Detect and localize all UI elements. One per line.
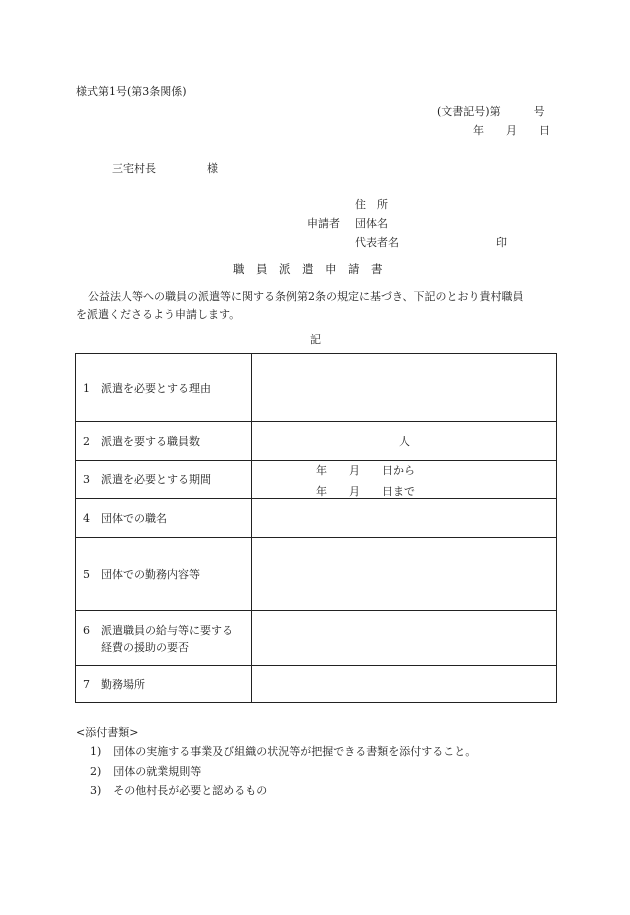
period-to: 年 月 日まで: [316, 485, 415, 498]
row-label: [83, 471, 211, 488]
row-number: 7: [83, 678, 90, 691]
addressee-honorific: 様: [207, 162, 218, 175]
row-number: 2: [83, 435, 90, 448]
row-label: [83, 566, 200, 583]
applicant-label: 申請者: [307, 217, 340, 230]
row-number: 4: [83, 512, 90, 525]
addressee-mayor: 三宅村長: [112, 162, 156, 175]
address-label: 住 所: [355, 198, 388, 211]
row-label: [83, 380, 211, 397]
row-label: [83, 433, 200, 450]
org-name-label: 団体名: [355, 217, 388, 230]
table-row: [76, 665, 556, 703]
form-number: 様式第1号(第3条関係): [76, 85, 187, 98]
body-line-1: 公益法人等への職員の派遣等に関する条例第2条の規定に基づき、下記のとおり貴村職員: [88, 290, 524, 303]
body-line-2: を派遣くださるよう申請します。: [76, 308, 241, 321]
row-number: 3: [83, 473, 90, 486]
period-from: 年 月 日から: [316, 464, 415, 477]
attachments-heading: <添付書類>: [76, 726, 139, 739]
row-label-text: 派遣を要する職員数: [101, 435, 200, 448]
row-label-text: 団体での職名: [101, 512, 167, 525]
row-label-text-line2: 経費の援助の要否: [101, 641, 189, 655]
row-label-text: 団体での勤務内容等: [101, 568, 200, 581]
row-number: 1: [83, 382, 90, 395]
date-line: 年 月 日: [473, 124, 550, 137]
row-number: 5: [83, 568, 90, 581]
table-row: [76, 498, 556, 537]
row-number: 6: [83, 624, 90, 637]
attachment-text: その他村長が必要と認めるもの: [113, 784, 268, 797]
row-label-text: 派遣を必要とする理由: [101, 382, 211, 395]
row-label-text: 勤務場所: [101, 678, 145, 691]
row-label: [83, 622, 233, 656]
attachment-number: 3): [90, 784, 102, 797]
row-label: [83, 676, 145, 693]
document-title: 職 員 派 遣 申 請 書: [233, 262, 383, 276]
table-row: [76, 460, 556, 498]
row-label-text: 派遣を必要とする期間: [101, 473, 211, 486]
table-row: [76, 354, 556, 421]
attachment-item: [90, 766, 201, 777]
attachment-item: [90, 746, 476, 757]
application-table: [75, 353, 557, 703]
attachment-item: [90, 785, 267, 796]
table-row: [76, 610, 556, 665]
table-row: [76, 421, 556, 460]
attachment-number: 1): [90, 745, 102, 758]
ki-mark: 記: [310, 333, 321, 346]
attachment-number: 2): [90, 765, 102, 778]
seal-mark: 印: [496, 236, 507, 249]
row-label-text: 派遣職員の給与等に要する: [101, 624, 233, 637]
attachment-text: 団体の実施する事業及び組織の状況等が把握できる書類を添付すること。: [113, 745, 477, 758]
attachment-text: 団体の就業規則等: [113, 765, 202, 778]
representative-label: 代表者名: [355, 236, 399, 249]
row-label: [83, 510, 167, 527]
staff-unit: 人: [399, 435, 410, 448]
table-row: [76, 537, 556, 610]
document-number-label: (文書記号)第 号: [437, 105, 545, 118]
